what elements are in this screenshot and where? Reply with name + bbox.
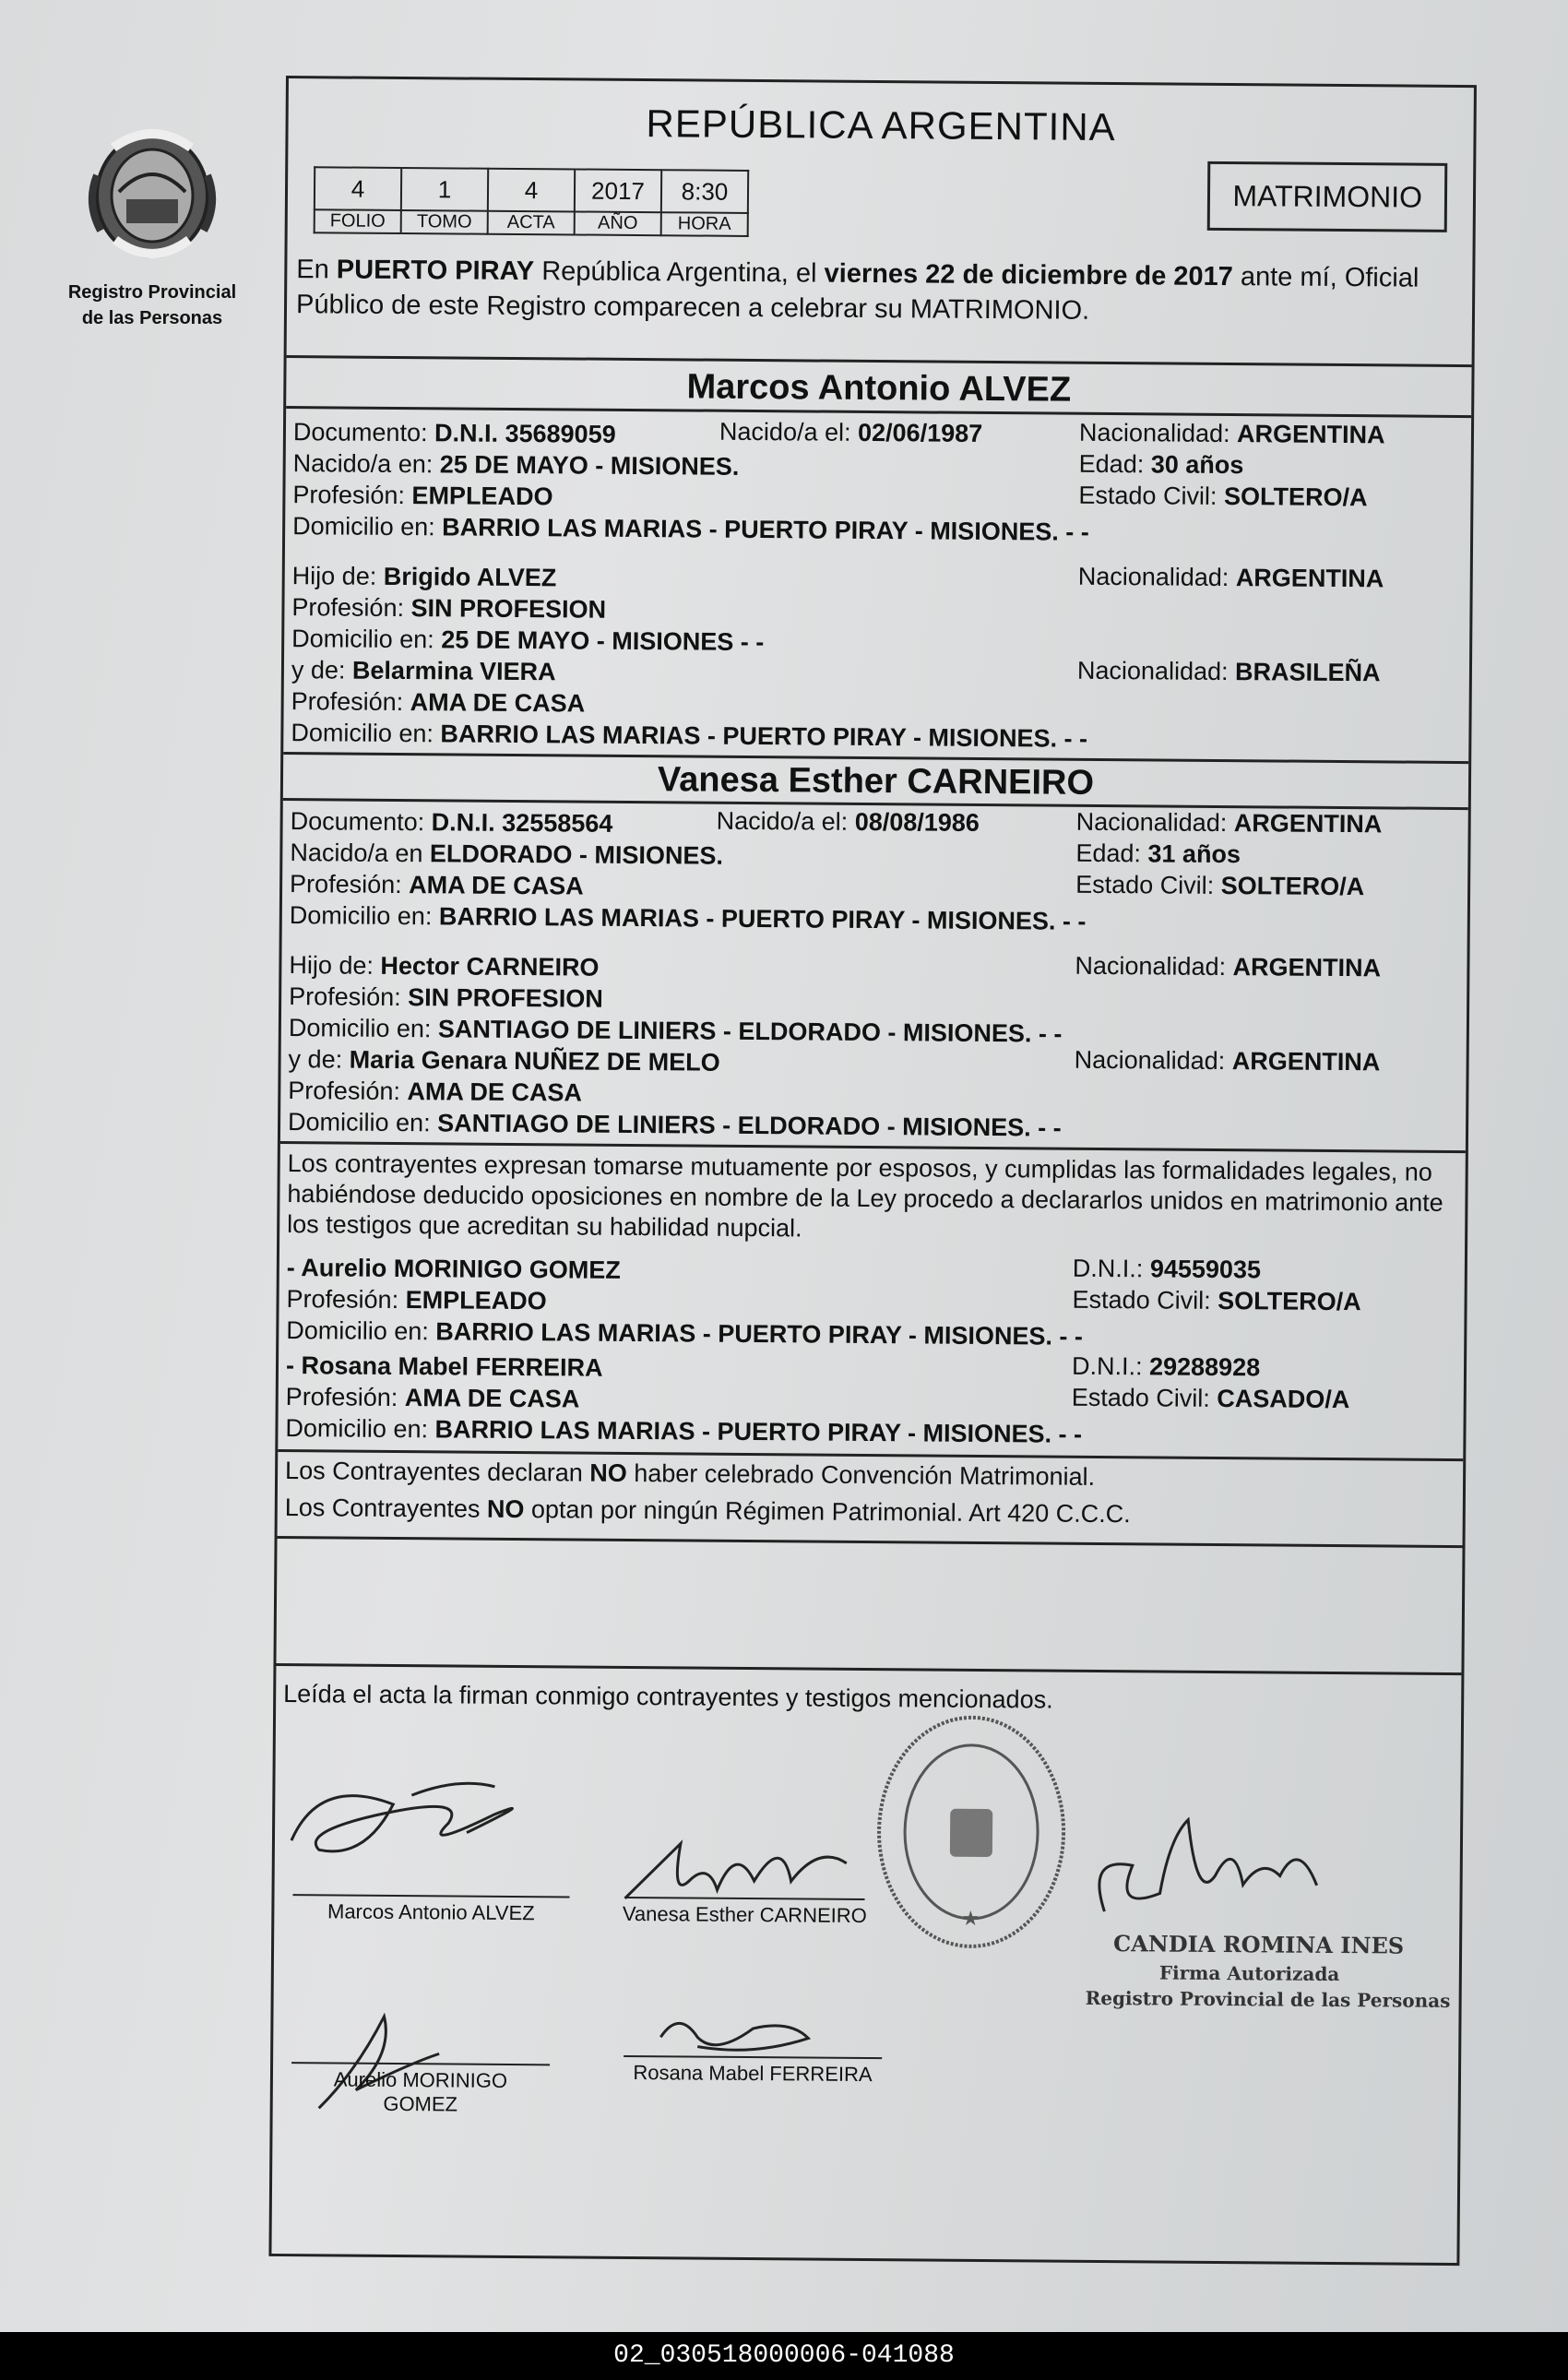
value: Maria Genara NUÑEZ DE MELO — [349, 1045, 720, 1077]
divider — [278, 1536, 1463, 1548]
bride-mother-nat — [1075, 1046, 1381, 1077]
witness2-addr — [285, 1414, 1082, 1449]
value: D.N.I. 35689059 — [434, 419, 616, 448]
groom-nat — [1079, 419, 1385, 450]
value: Hector CARNEIRO — [380, 951, 600, 982]
note-convention — [285, 1457, 1095, 1492]
witness1-signature-label-2: GOMEZ — [383, 2091, 458, 2116]
intro-paragraph — [296, 252, 1467, 331]
value: 30 años — [1150, 450, 1244, 480]
bride-name: Vanesa Esther CARNEIRO — [657, 760, 1095, 803]
value: 31 años — [1147, 839, 1241, 869]
value: 29288928 — [1148, 1352, 1261, 1382]
text-bold: NO — [486, 1494, 525, 1524]
tomo-label: TOMO — [401, 210, 488, 234]
value: AMA DE CASA — [404, 1384, 580, 1413]
signature-line — [293, 1894, 570, 1898]
groom-father — [292, 562, 557, 592]
hour-value: 8:30 — [661, 170, 748, 213]
label: Nacido/a en — [290, 839, 431, 868]
folio-value: 4 — [315, 167, 401, 210]
registry-table — [314, 166, 750, 237]
witness1-prof — [286, 1285, 546, 1315]
groom-prof — [292, 481, 552, 511]
label: Domicilio en: — [292, 512, 443, 541]
label: Nacido/a el: — [719, 417, 859, 446]
value: ARGENTINA — [1236, 420, 1385, 449]
label: Nacionalidad: — [1075, 951, 1233, 982]
official-name: CANDIA ROMINA INES — [1113, 1930, 1405, 1959]
divider — [276, 1663, 1461, 1675]
value: 25 DE MAYO - MISIONES. — [439, 450, 740, 481]
value: BARRIO LAS MARIAS - PUERTO PIRAY - MISIONES. - - — [438, 902, 1087, 935]
groom-signature-icon — [282, 1739, 597, 1889]
value: 94559035 — [1149, 1255, 1262, 1284]
label: Profesión: — [286, 1285, 406, 1315]
folio-label: FOLIO — [315, 209, 401, 233]
value: CASADO/A — [1217, 1384, 1350, 1414]
bride-father — [289, 951, 599, 982]
year-label: AÑO — [575, 211, 661, 235]
value: SOLTERO/A — [1218, 1286, 1361, 1316]
acta-value: 4 — [488, 169, 575, 212]
label: Estado Civil: — [1075, 870, 1221, 899]
value: SOLTERO/A — [1223, 482, 1368, 512]
bride-civil — [1075, 871, 1364, 901]
bride-father-addr — [289, 1014, 1063, 1049]
witness1-signature-label-1: Aurelio MORINIGO — [333, 2067, 508, 2092]
label: Domicilio en: — [291, 625, 442, 654]
value: BARRIO LAS MARIAS - PUERTO PIRAY - MISIONES. - - — [435, 1317, 1084, 1351]
value: AMA DE CASA — [410, 688, 586, 718]
label: D.N.I.: — [1071, 1351, 1150, 1381]
label: Domicilio en: — [287, 1108, 438, 1137]
label: D.N.I.: — [1072, 1254, 1151, 1283]
value: EMPLEADO — [411, 482, 553, 511]
text-bold: NO — [589, 1458, 627, 1487]
witness2-name — [286, 1351, 603, 1383]
label: Profesión: — [285, 1383, 405, 1412]
document-title: REPÚBLICA ARGENTINA — [646, 101, 1116, 149]
intro-city: PUERTO PIRAY — [336, 255, 535, 287]
text: optan por ningún Régimen Patrimonial. Art 420 C.C.C. — [524, 1495, 1131, 1529]
label: Domicilio en: — [291, 719, 441, 748]
bride-mother-prof — [288, 1077, 582, 1108]
label: Profesión: — [288, 1077, 408, 1106]
certificate-frame — [268, 76, 1477, 2266]
intro-part: República Argentina, el — [534, 256, 825, 289]
label: Nacionalidad: — [1077, 562, 1237, 592]
value: SANTIAGO DE LINIERS - ELDORADO - MISIONES. - - — [437, 1109, 1062, 1142]
groom-doc — [293, 418, 616, 449]
value: ARGENTINA — [1231, 1047, 1381, 1077]
label: Edad: — [1075, 839, 1148, 868]
bride-father-prof — [289, 982, 603, 1014]
label: Hijo de: — [291, 562, 384, 590]
groom-born-on — [719, 418, 982, 448]
value: BARRIO LAS MARIAS - PUERTO PIRAY - MISIONES. - - — [440, 720, 1088, 753]
text: haber celebrado Convención Matrimonial. — [626, 1458, 1096, 1491]
label: Estado Civil: — [1078, 481, 1225, 511]
value: ARGENTINA — [1232, 953, 1382, 982]
label: Profesión: — [291, 687, 410, 717]
witness1-addr — [286, 1316, 1083, 1351]
witness2-civil — [1072, 1384, 1350, 1414]
label: y de: — [291, 656, 353, 684]
groom-civil — [1078, 482, 1367, 512]
bride-addr — [290, 901, 1087, 936]
witness2-signature-label: Rosana Mabel FERREIRA — [633, 2061, 873, 2087]
label: Estado Civil: — [1072, 1285, 1218, 1315]
value: 08/08/1986 — [854, 807, 980, 837]
value: ELDORADO - MISIONES. — [429, 839, 724, 870]
official-signature-icon — [1076, 1801, 1354, 1941]
bride-signature-label: Vanesa Esther CARNEIRO — [622, 1901, 867, 1928]
value: - Aurelio MORINIGO GOMEZ — [286, 1254, 621, 1284]
witness2-prof — [286, 1383, 580, 1414]
registry-logo — [65, 120, 240, 328]
year-value: 2017 — [575, 169, 661, 212]
intro-part: ante mí, Oficial Público de este Registro comparecen a celebrar su MATRIMONIO. — [295, 262, 1420, 326]
intro-date: viernes 22 de diciembre de 2017 — [824, 258, 1234, 292]
value: BRASILEÑA — [1234, 658, 1381, 687]
groom-signature-label: Marcos Antonio ALVEZ — [327, 1899, 535, 1925]
label: Hijo de: — [289, 951, 381, 980]
value: - Rosana Mabel FERREIRA — [285, 1351, 603, 1382]
groom-father-addr — [291, 625, 764, 657]
label: Profesión: — [291, 593, 411, 623]
label: Domicilio en: — [288, 1014, 439, 1043]
groom-mother-addr — [291, 719, 1087, 754]
witness1-name — [287, 1254, 621, 1285]
value: AMA DE CASA — [409, 871, 584, 900]
registry-stamp-icon — [864, 1707, 1078, 1958]
footer-code: 02_030518000006-041088 — [0, 2332, 1568, 2380]
label: Nacido/a el: — [716, 806, 855, 836]
label: y de: — [288, 1045, 350, 1074]
bride-father-nat — [1075, 952, 1381, 983]
bride-age — [1075, 839, 1241, 869]
value: Belarmina VIERA — [351, 656, 556, 686]
value: BARRIO LAS MARIAS - PUERTO PIRAY - MISIONES. - - — [434, 1415, 1083, 1448]
groom-mother-prof — [291, 687, 586, 719]
svg-text:★: ★ — [961, 1907, 980, 1931]
bride-mother-addr — [288, 1108, 1062, 1143]
value: SIN PROFESION — [408, 983, 603, 1013]
groom-addr — [292, 512, 1089, 547]
groom-age — [1079, 450, 1244, 480]
groom-mother — [291, 656, 556, 686]
label: Profesión: — [292, 481, 412, 510]
value: D.N.I. 32558564 — [431, 808, 613, 838]
value: ARGENTINA — [1233, 809, 1383, 839]
official-office: Registro Provincial de las Personas — [1085, 1986, 1451, 2012]
note-regime — [285, 1493, 1131, 1529]
groom-father-prof — [291, 593, 606, 625]
text: Los Contrayentes declaran — [285, 1457, 590, 1487]
value: SANTIAGO DE LINIERS - ELDORADO - MISIONES. - - — [437, 1015, 1063, 1048]
label: Profesión: — [290, 870, 410, 899]
value: Brigido ALVEZ — [383, 562, 557, 592]
value: 25 DE MAYO - MISIONES - - — [441, 625, 765, 657]
bride-born-in — [290, 839, 723, 871]
label: Nacionalidad: — [1074, 1045, 1232, 1076]
groom-name: Marcos Antonio ALVEZ — [686, 367, 1072, 410]
label: Documento: — [290, 807, 432, 837]
record-type-box: MATRIMONIO — [1207, 161, 1447, 232]
logo-caption-line1: Registro Provincial — [67, 282, 237, 303]
label: Nacionalidad: — [1076, 656, 1236, 686]
witness1-civil — [1072, 1286, 1360, 1316]
value: ARGENTINA — [1235, 564, 1384, 593]
label: Domicilio en: — [289, 901, 440, 931]
label: Profesión: — [289, 982, 409, 1012]
value: AMA DE CASA — [407, 1077, 583, 1107]
official-role: Firma Autorizada — [1158, 1961, 1340, 1986]
groom-mother-nat — [1077, 657, 1381, 688]
label: Edad: — [1078, 449, 1151, 479]
value: SOLTERO/A — [1220, 871, 1365, 901]
bride-born-on — [717, 807, 980, 838]
value: 02/06/1987 — [857, 418, 983, 447]
label: Nacionalidad: — [1078, 418, 1238, 448]
witness2-dni — [1072, 1352, 1260, 1383]
label: Nacido/a en: — [292, 449, 440, 479]
hour-label: HORA — [661, 212, 748, 236]
groom-father-nat — [1078, 563, 1384, 594]
closing-text: Leída el acta la firman conmigo contrayentes y testigos mencionados. — [283, 1680, 1053, 1714]
label: Estado Civil: — [1071, 1383, 1218, 1412]
label: Nacionalidad: — [1075, 807, 1234, 838]
value: SIN PROFESION — [410, 594, 607, 624]
misiones-seal-icon — [78, 120, 226, 277]
label: Documento: — [292, 418, 435, 447]
bride-nat — [1076, 808, 1383, 839]
text: Los Contrayentes — [284, 1493, 488, 1523]
acta-label: ACTA — [488, 211, 575, 235]
groom-born-in — [293, 449, 740, 482]
declaration-paragraph: Los contrayentes expresan tomarse mutuamente por esposos, y cumplidas las formalidades legales, no habiéndose deducido oposiciones en nombre de la Ley procedo a declararlos unidos en matrimonio ante los testigos que acreditan su habilidad nupcial. — [287, 1149, 1443, 1243]
intro-part: En — [296, 255, 338, 285]
bride-prof — [290, 870, 584, 901]
label: Domicilio en: — [285, 1414, 435, 1444]
bride-doc — [291, 807, 613, 839]
tomo-value: 1 — [401, 168, 488, 211]
value: BARRIO LAS MARIAS - PUERTO PIRAY - MISIONES. - - — [442, 513, 1089, 546]
logo-caption-line2: de las Personas — [81, 308, 223, 328]
witness1-dni — [1073, 1255, 1261, 1285]
bride-mother — [289, 1045, 720, 1077]
label: Domicilio en: — [286, 1316, 436, 1346]
value: EMPLEADO — [405, 1286, 547, 1315]
